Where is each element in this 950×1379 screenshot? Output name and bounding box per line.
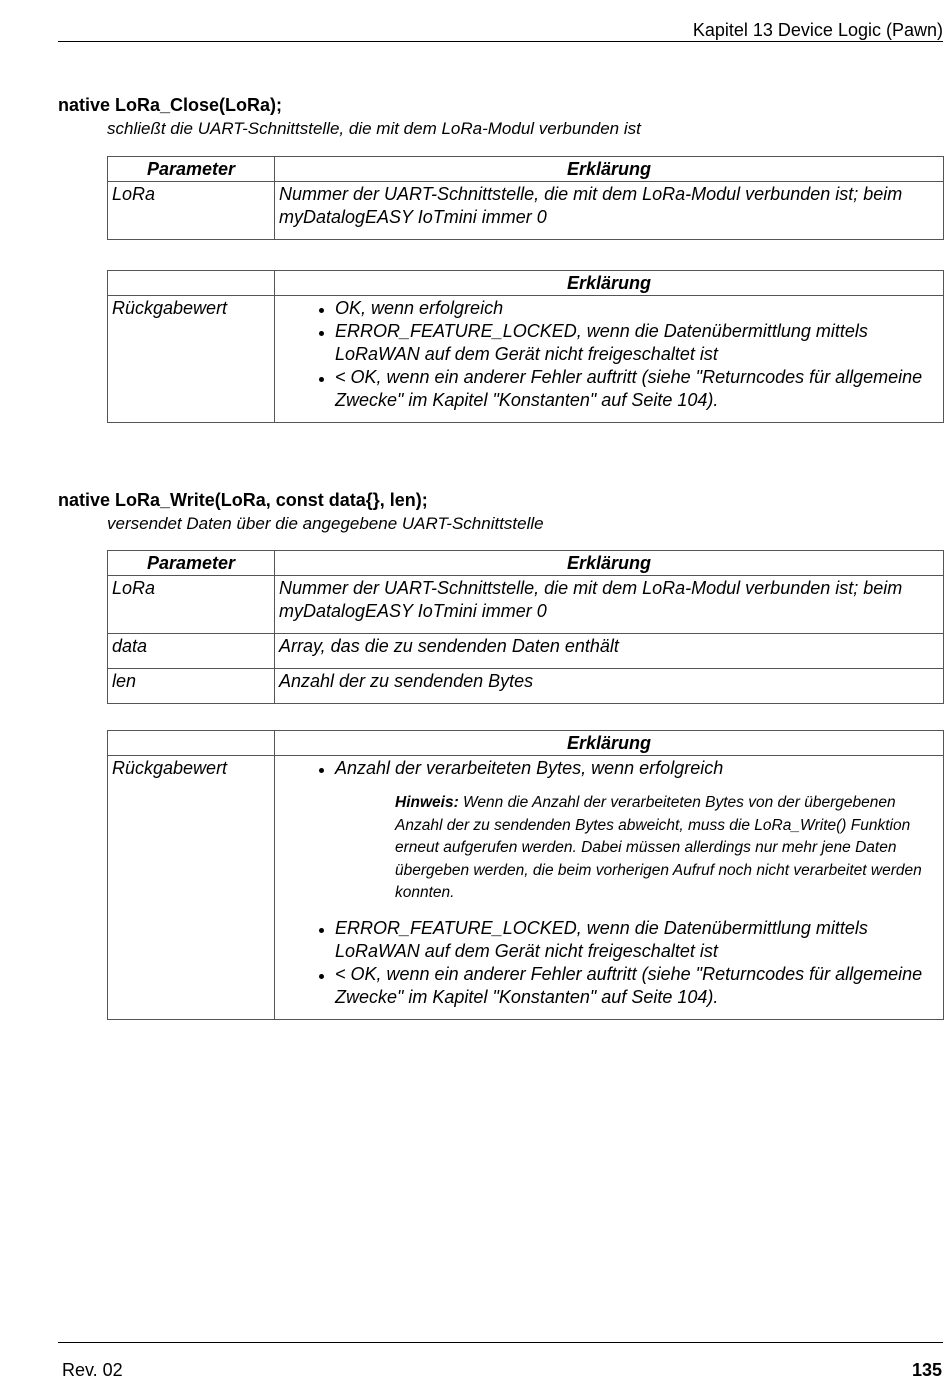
table-row xyxy=(108,669,944,704)
hint-note xyxy=(395,792,939,905)
params-table-lora-write xyxy=(107,550,944,704)
header-explanation: Erklärung xyxy=(275,271,944,296)
table-row xyxy=(108,756,944,1020)
param-explanation: Nummer der UART-Schnittstelle, die mit dem LoRa-Modul verbunden ist; beim myDatalogEASY IoTmini immer 0 xyxy=(275,576,944,634)
list-item: ERROR_FEATURE_LOCKED, wenn die Datenübermittlung mittels LoRaWAN auf dem Gerät nicht freigeschaltet ist xyxy=(317,917,939,963)
table-row xyxy=(108,182,944,240)
return-value-list-continued xyxy=(279,917,939,1009)
chapter-header: Kapitel 13 Device Logic (Pawn) xyxy=(692,20,943,40)
table-header-row xyxy=(108,271,944,296)
function-signature-lora-write: native LoRa_Write(LoRa, const data{}, len); xyxy=(58,490,428,510)
revision-label: Rev. 02 xyxy=(62,1360,123,1379)
page-number: 135 xyxy=(911,1360,942,1379)
table-header-row xyxy=(108,731,944,756)
params-table-lora-close xyxy=(107,156,944,240)
table-header-row xyxy=(108,551,944,576)
header-explanation: Erklärung xyxy=(275,731,944,756)
param-name: LoRa xyxy=(108,182,275,240)
header-parameter: Parameter xyxy=(108,551,275,576)
return-table-lora-close xyxy=(107,270,944,423)
param-explanation: Array, das die zu sendenden Daten enthält xyxy=(275,634,944,669)
return-label: Rückgabewert xyxy=(108,756,275,1020)
return-label: Rückgabewert xyxy=(108,296,275,423)
table-row xyxy=(108,296,944,423)
function-description-lora-close: schließt die UART-Schnittstelle, die mit dem LoRa-Modul verbunden ist xyxy=(107,119,641,138)
param-explanation: Anzahl der zu sendenden Bytes xyxy=(275,669,944,704)
list-item: Anzahl der verarbeiteten Bytes, wenn erfolgreich xyxy=(317,757,939,780)
header-empty xyxy=(108,731,275,756)
list-item: < OK, wenn ein anderer Fehler auftritt (siehe "Returncodes für allgemeine Zwecke" im Kapitel "Konstanten" auf Seite 104). xyxy=(317,963,939,1009)
return-value-list xyxy=(279,297,939,412)
function-description-lora-write: versendet Daten über die angegebene UART-Schnittstelle xyxy=(107,514,544,533)
table-row xyxy=(108,576,944,634)
header-explanation: Erklärung xyxy=(275,157,944,182)
header-parameter: Parameter xyxy=(108,157,275,182)
function-signature-lora-close: native LoRa_Close(LoRa); xyxy=(58,95,283,115)
return-values xyxy=(275,296,944,423)
list-item: OK, wenn erfolgreich xyxy=(317,297,939,320)
list-item: ERROR_FEATURE_LOCKED, wenn die Datenübermittlung mittels LoRaWAN auf dem Gerät nicht freigeschaltet ist xyxy=(317,320,939,366)
footer-rule xyxy=(58,1342,943,1343)
param-name: LoRa xyxy=(108,576,275,634)
header-empty xyxy=(108,271,275,296)
header-rule xyxy=(58,41,943,42)
return-table-lora-write xyxy=(107,730,944,1020)
hint-label: Hinweis: xyxy=(395,794,459,811)
return-values xyxy=(275,756,944,1020)
return-value-list xyxy=(279,757,939,780)
param-explanation: Nummer der UART-Schnittstelle, die mit dem LoRa-Modul verbunden ist; beim myDatalogEASY IoTmini immer 0 xyxy=(275,182,944,240)
table-header-row xyxy=(108,157,944,182)
list-item: < OK, wenn ein anderer Fehler auftritt (siehe "Returncodes für allgemeine Zwecke" im Kapitel "Konstanten" auf Seite 104). xyxy=(317,366,939,412)
param-name: data xyxy=(108,634,275,669)
param-name: len xyxy=(108,669,275,704)
hint-text: Wenn die Anzahl der verarbeiteten Bytes von der übergebenen Anzahl der zu sendenden Bytes abweicht, muss die LoRa_Write() Funktion erneut aufgerufen werden. Dabei müssen allerdings nur mehr jene Daten übergeben werden, die beim vorherigen Aufruf noch nicht verarbeitet werden konnten. xyxy=(395,794,922,901)
header-explanation: Erklärung xyxy=(275,551,944,576)
table-row xyxy=(108,634,944,669)
